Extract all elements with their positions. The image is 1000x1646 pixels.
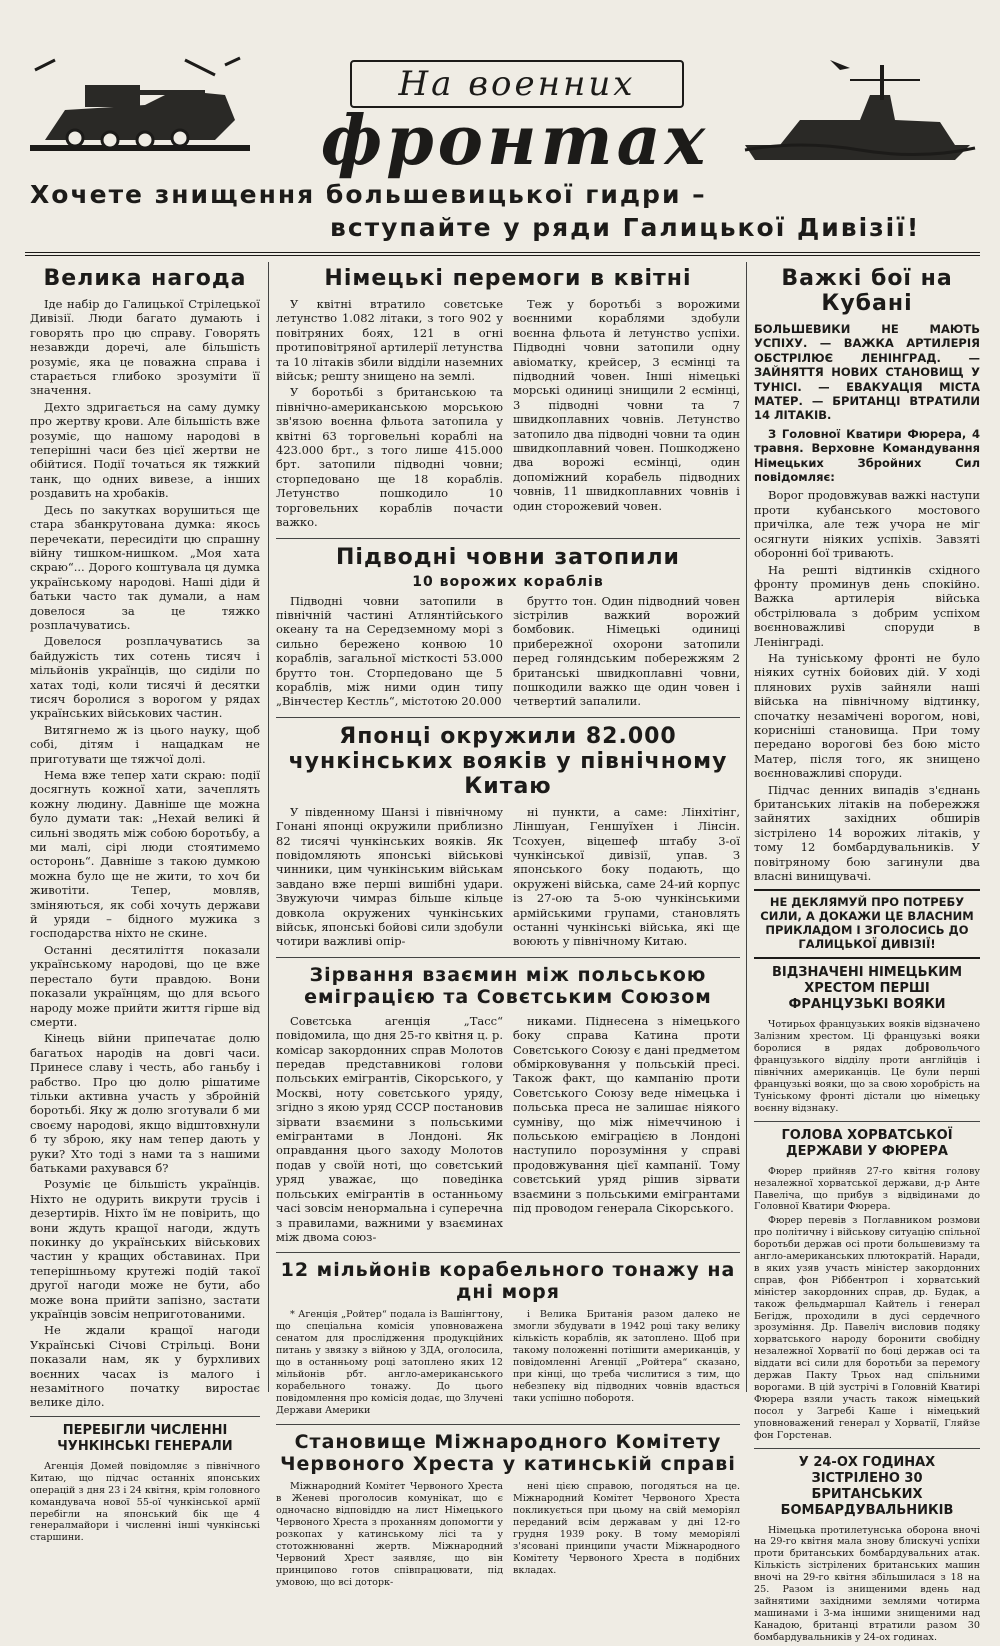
appeal-text: НЕ ДЕКЛЯМУЙ ПРО ПОТРЕБУ СИЛИ, А ДОКАЖИ ЦЕ ВЛАСНИМ ПРИКЛАДОМ І ЗГОЛОСИСЬ ДО ГАЛИЦЬКОЇ ДИВІЗІЇ! — [760, 895, 974, 952]
short-news-title: У 24-ОХ ГОДИНАХ ЗІСТРІЛЕНО 30 БРИТАНСЬКИХ БОМБАРДУВАЛЬНИКІВ — [780, 1454, 954, 1518]
paragraph: У південному Шанзі і північному Гонані японці окружили приблизно 82 тисячі чункінських вояків. Як повідомляють японські військові чинники, цим чункінським військам завдано вже перші вишібні удари. Звужуючи чимраз більше кільце довкола окружених чункінських військ, японські бойові сили здобули чотири важливі опір- — [276, 804, 503, 949]
masthead-title — [275, 50, 755, 180]
warship-illustration — [740, 50, 980, 170]
divider — [276, 1424, 740, 1425]
divider — [276, 538, 740, 539]
paragraph: У боротьбі з британською та північно-американською морською зв'язою воєнна фльота затопила у квітні 63 торговельні кораблі на 423.000 брт., з того лише 415.000 брт. затопили підводні човни; сторпедовано ще 18 кораблів. Летунство пошкодило 10 торговельних кораблів почасти важко. — [276, 385, 503, 530]
article-lead: З Головної Кватири Фюрера, 4 травня. Верховне Командування Німецьких Збройних Сил повідомляє: — [754, 426, 980, 485]
left-column — [30, 262, 260, 1546]
divider — [276, 957, 740, 958]
short-news-title: ВІДЗНАЧЕНІ НІМЕЦЬКИМ ХРЕСТОМ ПЕРШІ ФРАНЦУЗЬКІ ВОЯКИ — [771, 965, 963, 1013]
paragraph: Ворог продовжував важкі наступи проти кубанського мостового причілка, але теж учора не міг осягнути ніяких успіхів. Завзяті оборонні бої тривають. — [754, 488, 980, 561]
article-title: Становище Міжнародного Комітету Червоного Хреста у катинській справі — [280, 1431, 736, 1476]
masthead-top-line: На военних — [350, 60, 684, 108]
slogan-line-1: Хочете знищення большевицької гидри – — [30, 180, 707, 209]
appeal-box — [754, 889, 980, 959]
paragraph: Совєтська агенція „Тасс“ повідомила, що дня 25-го квітня ц. р. комісар закордонних справ Молотов передав представникові голови польських емігрантів, Сікорського, у Москві, ноту совєтського уряду, згідно з якою уряд СССР постановив зірвати взаємини з польськими емігрантами в Лондоні. Як оправдання цього заходу Молотов подав у своїй ноті, що совєтський уряд уважає, що поведінка польських емігрантів в останньому часі зовсім ненормальна і суперечна з правилами, важними у взаєминах між двома союз- — [276, 1013, 503, 1244]
short-news-text: Фюрер перевів з Поглавником розмови про політичну і військову ситуацію спільної боротьби держав осі проти большевизму та англо-американських плютократій. Наради, в яких узяв участь міністер закордонних справ, фон Ріббентроп і хорватський міністер закордонних справ, др. Будак, а також фельдмаршал Кайтель і генерал Бегідж, проходили в дусі сердечного зрозуміння. Др. Павеліч висловив подяку хорватського народу боронити свобідну незалежної Хорватії по боці держав осі та віддати всі сили для боротьби за перемогу держав Пакту Трьох над спільними ворогами. В цій зустрічі в Головній Кватирі Фюрера взяли участь також німецький посол у Загребі Каше і німецький уповноважений генерал у Хорватії, Гляйзе фон Горстенав. — [754, 1215, 980, 1441]
article-summary: БОЛЬШЕВИКИ НЕ МАЮТЬ УСПІХУ. — ВАЖКА АРТИЛЕРІЯ ОБСТРІЛЮЄ ЛЕНІНГРАД. — ЗАЙНЯТТЯ НОВИХ СТАНОВИЩ У ТУНІСІ. — ЕВАКУАЦІЯ МІСТА МАТЕР. — БРИТАНЦІ ВТРАТИЛИ 14 ЛІТАКІВ. — [754, 322, 980, 423]
slogan — [30, 178, 975, 244]
article-title: Німецькі перемоги в квітні — [324, 266, 692, 291]
paragraph: Кінець війни припечатає долю багатьох народів на довгі часи. Принесе славу і честь, або ганьбу і рабство. Про цю долю рішатиме тільки активна участь у збройній боротьбі. Яку ж долю зготували б ми своєму народові, якщо відштовхнули б ту зброю, яку нам тепер дають у руки? Хто тоді з нами та з нашими батьками рахувався б? — [30, 1031, 260, 1175]
paragraph: Підчас денних випадів з'єднань британських літаків на побережжя зайнятих західних обширів зістрілено 14 ворожих літаків, у тому 12 бомбардувальників. У повітряному бою загинули два власні винищувачі. — [754, 782, 980, 884]
article-title: Японці окружили 82.000 чункінських вояків у північному Китаю — [288, 723, 728, 799]
paragraph: Іде набір до Галицької Стрілецької Дивізії. Люди багато думають і говорять про цю справу. Говорять незавжди доречі, але більшість розуміє, яка це поважна справа і старається глибоко зрозуміти її значення. — [30, 297, 260, 398]
article-title: Велика нагода — [43, 266, 247, 291]
column-divider — [746, 262, 747, 1392]
paragraph: Теж у боротьбі з ворожими воєнними кораблями здобули воєнна фльота й летунство успіхи. Підводні човни затопили одну авіоматку, крейсер, 3 есмінці та підводний човен. Інші німецькі морські одиниці знищили 2 есмінці, 3 підводні човни та 7 швидкоплавних човнів. Летунство затопило два підводні човни та один швидкоплавний човен. Пошкоджено два ворожі есмінці, один допоміжний корабель підводних човнів, 11 швидкоплавних човнів і один сторожевий човен. — [513, 297, 740, 513]
masthead — [25, 50, 980, 180]
paragraph: * Агенція „Ройтер“ подала із Вашінгтону, що спеціальна комісія уповноважена сенатом для прослідження продукційних питань у звязку з війною у ЗДА, оголосила, що в останньому році затоплено яких 12 мільйонів рбт. англо-американського корабельного тонажу. До цього повідомлення про комісія додає, що Злучені Держави Америки — [276, 1309, 503, 1416]
paragraph: брутто тон. Один підводний човен зістрілив важкий ворожий бомбовик. Німецькі одиниці прибережної охорони затопили перед голяндським побережжям 2 британські швидкоплавні човни, пошкодили важко ще один човен і четвертий запалили. — [513, 593, 740, 709]
slogan-line-2: вступайте у ряди Галицької Дивізії! — [330, 213, 921, 242]
paragraph: Останні десятиліття показали українському народові, що це вже перестало бути правдою. Вони показали українцям, що для всього народу може прийти життя гірше від смерти. — [30, 942, 260, 1029]
paragraph: Підводні човни затопили в північній частині Атлянтійського океану та на Середземному морі з сильно бережено конвою 10 кораблів, загальної місткості 53.000 брутто тон. Сторпедовано ще 5 кораблів, між ними один типу „Вінчестер Кестль“, містотою 20.000 — [276, 593, 503, 709]
paragraph: Міжнародний Комітет Червоного Хреста в Женеві проголосив комунікат, що є одночасно відповіддю на лист Німецького Червоного Хреста з проханням допомогти у розкопах у катинському лісі та у стотожнюванні жертв. Міжнародний Червоний Хрест заявляє, що він принципово готов співпрацювати, під умовою, що всі доторк- — [276, 1481, 503, 1588]
paragraph: На туніському фронті не було ніяких сутніх бойових дій. У ході плянових рухів зайняли наші війська на північному відтинку, спочатку незамічені ворогом, нові, корисніші становища. При тому передано ворогові без бою місто Матер, після того, як знищено воєнноважливі споруди. — [754, 650, 980, 781]
paragraph: Розуміє це більшість українців. Ніхто не одурить викрути трусів і дезертирів. Ніхто їм не повірить, що вони ждуть кращої нагоди, ждуть покинку до українських військових частин у кращих обставинах. При теперішньому крутежі подій такої другої нагоди може не бути, або може вона прийти запізно, застати українців зовсім неприготованими. — [30, 1177, 260, 1322]
paragraph: ні пункти, а саме: Лінхітінг, Ліншуан, Геншуїхен і Лінсін. Тсохуен, віцешеф штабу 3-ої чункінської дивізії, упав. З японського боку подають, що окружені війська, саме 24-ий корпус із 27-ою та 5-ою чункінськими армійськими групами, становлять останні чункінські війська, які ще воюють у північному Китаю. — [513, 804, 740, 949]
divider — [276, 1252, 740, 1253]
article-title: Важкі бої на Кубані — [781, 266, 953, 316]
article-title: Зірвання взаємин між польською еміграцією та Совєтським Союзом — [304, 963, 712, 1008]
center-column — [276, 262, 740, 1591]
paragraph: Не ждали кращої нагоди Українські Січові Стрільці. Вони показали нам, як у бурхливих воєнних часах із малого і незамітного початку виростає велике діло. — [30, 1323, 260, 1410]
short-news-text: Німецька протилетунська оборона вночі на 29-го квітня мала знову блискучі успіхи проти британських бомбардувальних атак. Кількість зістрілених британських машин вночі на 29-го квітня збільшилася з 18 на 25. Разом із знищеними вдень над зайнятими західними землями чотирма машинами і 3-ма іншими знищеними над Канадою, британці втратили разом 30 бомбардувальників у 24-ох годинах. — [754, 1524, 980, 1643]
top-rule — [25, 252, 980, 256]
tank-illustration — [25, 50, 255, 170]
short-news-text: Чотирьох французьких вояків відзначено Залізним хрестом. Ці французькі вояки боролися в рядах добровольчого французького відділу проти англійців і північних американців. Це були перші французькі вояки, що за свою хоробрість на Туніському фронті дістали цю німецьку воєнну відзнаку. — [754, 1019, 980, 1114]
short-news-title: ГОЛОВА ХОРВАТСЬКОЇ ДЕРЖАВИ У ФЮРЕРА — [781, 1127, 953, 1159]
article-title: Підводні човни затопили — [336, 544, 680, 570]
short-news-text: Фюрер прийняв 27-го квітня голову незалежної хорватської держави, д-р Анте Павеліча, що прибув з відвідинами до Головної Кватири Фюрера. — [754, 1165, 980, 1213]
paragraph: нені цією справою, погодяться на це. Міжнародний Комітет Червоного Хреста покликується при цьому на свій меморіял переданий всім державам у дні 12-го грудня 1939 року. В тому меморіялі з'ясовані принципи участи Міжнародного Комітету Червоного Хреста в подібних вкладах. — [513, 1481, 740, 1576]
masthead-main-title: фронтах — [320, 101, 710, 181]
paragraph: Витягнемо ж із цього науку, щоб собі, дітям і нащадкам не приготувати ще тяжчої долі. — [30, 722, 260, 766]
paragraph: никами. Піднесена з німецького боку справа Катина проти Совєтського Союзу є дані предметом обмірковування у польській пресі. Також факт, що кампанію проти Совєтського Союзу веде німецька і польська преса не залишає ніякого сумніву, що між німеччиною і польською еміграцією в Лондоні наступило порозуміння у справі продовжування цієї кампанії. Тому совєтський уряд рішив зірвати взаємини з польськими емігрантами під проводом генерала Сікорського. — [513, 1013, 740, 1216]
divider — [276, 717, 740, 718]
paragraph: Нема вже тепер хати скраю: події досягнуть кожної хати, зачеплять кожну людину. Давніше ще можна було думати так: „Нехай великі й сильні зводять між собою боротьбу, а ми малі, сірі люди стоятимемо осторонь“. Давніше з такою думкою можна було ще не жити, то хоч би животіти. Тепер, мовляв, зміняються, як собі хочуть держави й уряди – бідного мужика з господарства ніхто не скине. — [30, 768, 260, 941]
column-divider — [268, 262, 269, 1392]
paragraph: і Велика Британія разом далеко не змогли збудувати в 1942 році таку велику кількість кораблів, як затоплено. Щоб при такому положенні потішити американців, у повідомленні Агенції „Ройтера“ сказано, при кінці, що треба числитися з тим, що небезпеку від підводних човнів вдасться таки успішно поборотя. — [513, 1309, 740, 1404]
paragraph: У квітні втратило совєтське летунство 1.082 літаки, з того 902 у повітряних боях, 121 в огні протиповітряної артилерії летунства та 10 літаків збили відділи наземних військ; решту знищено на землі. — [276, 297, 503, 384]
paragraph: Дехто здригається на саму думку про жертву крови. Але більшість вже розуміє, що нашому народові в теперішні часи без цієї жертви не обійтися. Події точаться як тяжкий танк, що одних вивезе, а інших роздавить на хробаків. — [30, 399, 260, 501]
divider — [754, 1121, 980, 1122]
paragraph: Десь по закутках ворушиться ще стара збанкрутована думка: якось перечекати, пересидіти цю спрашну війну тишком-нишком. „Моя хата скраю“... Дорого коштувала ця думка українському народові. Наші діди й батьки часто так думали, а нам довелося за це тяжко розплачуватись. — [30, 502, 260, 632]
divider — [754, 1448, 980, 1449]
article-title: 12 мільйонів корабельного тонажу на дні моря — [280, 1259, 736, 1304]
short-news-text: Агенція Домей повідомляє з північного Китаю, що підчас останніх японських операцій з дня 23 і 24 квітня, крім головного командувача нової 55-ої чункінської армії перебігли на японський бік ще 4 генералмайори і численні інші чункінські старшини. — [30, 1460, 260, 1544]
paragraph: Довелося розплачуватись за байдужість тих сотень тисяч і мільйонів українців, що сиділи по хатах тоді, коли тисячі й десятки тисяч боролися з ворогом у рядах українських військових частин. — [30, 634, 260, 721]
article-subtitle: 10 ворожих кораблів — [412, 573, 604, 590]
paragraph: На решті відтинків східного фронту проминув день спокійно. Важка артилерія війська обстрілювала з добрим успіхом воєнноважливі споруди в Ленінграді. — [754, 562, 980, 649]
short-news-title: ПЕРЕБІГЛИ ЧИСЛЕННІ ЧУНКІНСЬКІ ГЕНЕРАЛИ — [57, 1422, 233, 1454]
divider — [30, 1416, 260, 1417]
right-column — [754, 262, 980, 1646]
